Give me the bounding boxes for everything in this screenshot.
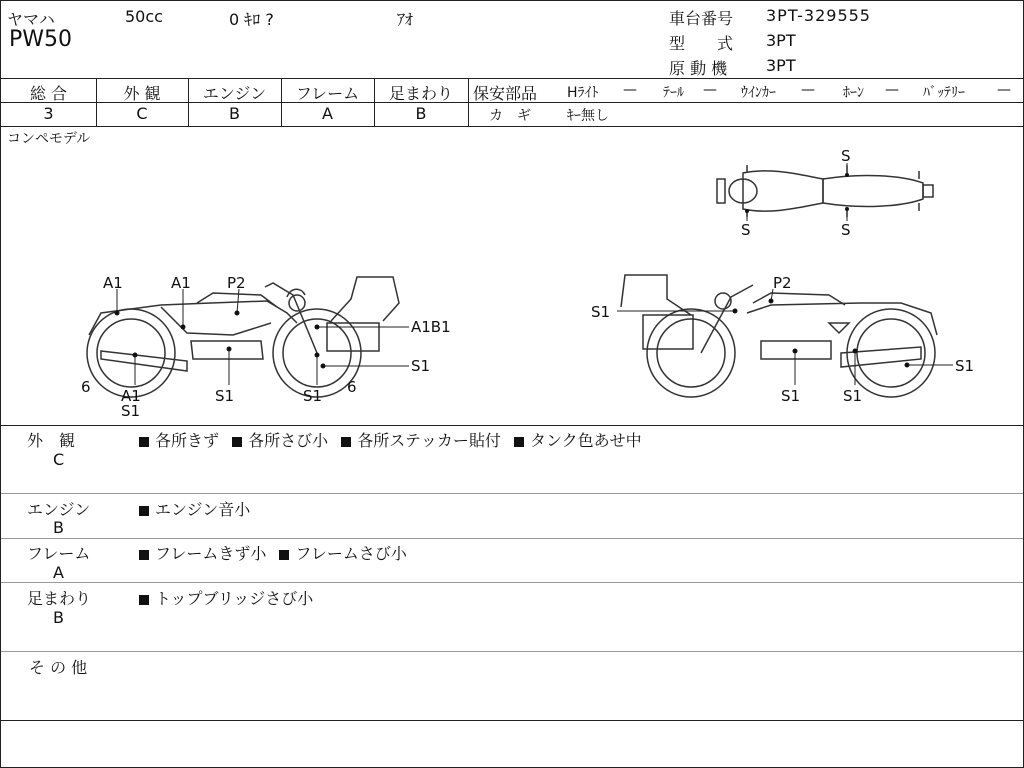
bullet-square-icon [279, 550, 289, 560]
grade-engine-label: エンジン [202, 84, 267, 103]
damage-mark: P2 [773, 274, 792, 292]
safety-item-tail: ﾃｰﾙ [663, 85, 684, 101]
model-note: コンペモデル [7, 131, 91, 147]
remark-items-exterior: 各所きず 各所さび小 各所ステッカー貼付 タンク色あせ中 [139, 428, 642, 451]
bullet-square-icon [232, 437, 242, 447]
damage-mark: S1 [591, 303, 611, 321]
safety-item-headlight: Hﾗｲﾄ [567, 85, 599, 101]
grade-exterior-value: C [136, 104, 148, 123]
damage-mark: P2 [227, 274, 246, 292]
damage-mark: S1 [121, 402, 141, 420]
divider [1, 425, 1023, 426]
remark-items-suspension: トップブリッジさび小 [139, 586, 313, 609]
grade-total-value: 3 [43, 104, 54, 123]
remark-label-suspension: 足まわり [27, 589, 92, 608]
remark-grade-suspension: B [53, 608, 64, 627]
remark-label-frame: フレーム [27, 544, 91, 563]
divider [468, 102, 1023, 103]
remark-items-frame: フレームきず小 フレームさび小 [139, 541, 407, 564]
bullet-square-icon [514, 437, 524, 447]
damage-mark: S1 [303, 387, 323, 405]
safety-item-battery: ﾊﾞｯﾃﾘｰ [923, 85, 965, 101]
motorcycle-right-view-icon [621, 275, 937, 397]
safety-item-horn: ﾎｰﾝ [843, 85, 864, 101]
damage-mark: S [841, 147, 851, 165]
motorcycle-diagram [1, 127, 1023, 425]
divider [1, 538, 1023, 539]
damage-mark: A1 [171, 274, 191, 292]
color: ｱｵ [397, 10, 414, 29]
safety-parts-label: 保安部品 [473, 84, 538, 103]
key-label: カ ギ [489, 108, 531, 124]
damage-mark: S1 [215, 387, 235, 405]
divider [1, 78, 1023, 79]
remark-label-engine: エンジン [27, 500, 91, 519]
damage-mark: S1 [411, 357, 431, 375]
damage-mark: S1 [955, 357, 975, 375]
engine-value: 3PT [766, 56, 796, 75]
remark-grade-engine: B [53, 518, 64, 537]
damage-mark: A1 [121, 387, 141, 405]
divider [1, 720, 1023, 721]
damage-mark: 6 [81, 378, 91, 396]
divider [1, 582, 1023, 583]
grade-frame-label: フレーム [295, 84, 360, 103]
displacement: 50cc [125, 7, 163, 26]
bullet-square-icon [139, 437, 149, 447]
damage-mark: S [841, 221, 851, 239]
divider [1, 651, 1023, 652]
bullet-square-icon [139, 595, 149, 605]
grade-suspension-label: 足まわり [388, 84, 453, 103]
motorcycle-top-view-icon [717, 165, 933, 217]
frame-no-label: 車台番号 [669, 9, 734, 28]
safety-item-winker: ｳｲﾝｶｰ [741, 85, 776, 101]
type-value: 3PT [766, 31, 796, 50]
model-name: PW50 [9, 27, 73, 52]
remark-label-exterior: 外 観 [27, 431, 76, 450]
bullet-square-icon [139, 550, 149, 560]
grade-suspension-value: B [415, 104, 427, 123]
key-value: ｷｰ無し [567, 108, 609, 124]
safety-value-headlight: — [623, 82, 637, 98]
grade-engine-value: B [229, 104, 240, 123]
grade-exterior-label: 外 観 [123, 84, 161, 103]
damage-mark: S1 [843, 387, 863, 405]
damage-mark: A1B1 [411, 318, 451, 336]
damage-mark: S [741, 221, 751, 239]
maker-name: ヤマハ [7, 10, 55, 29]
damage-mark: S1 [781, 387, 801, 405]
bullet-square-icon [341, 437, 351, 447]
damage-mark: A1 [103, 274, 123, 292]
mileage: 0 ｷﾛ ? [229, 10, 274, 29]
damage-mark: 6 [347, 378, 357, 396]
grade-total-label: 総 合 [29, 84, 68, 103]
remark-label-other: そ の 他 [29, 658, 88, 677]
remark-items-engine: エンジン音小 [139, 497, 250, 520]
grade-frame-value: A [322, 104, 333, 123]
safety-value-horn: — [885, 82, 899, 98]
frame-no: 3PT-329555 [766, 6, 871, 25]
engine-label: 原 動 機 [669, 59, 728, 78]
divider [1, 493, 1023, 494]
safety-value-tail: — [703, 82, 717, 98]
divider [468, 78, 469, 126]
bullet-square-icon [139, 506, 149, 516]
remark-grade-frame: A [53, 563, 64, 582]
safety-value-winker: — [801, 82, 815, 98]
safety-value-battery: — [997, 82, 1011, 98]
remark-grade-exterior: C [53, 450, 65, 469]
type-label: 型 式 [669, 34, 734, 53]
